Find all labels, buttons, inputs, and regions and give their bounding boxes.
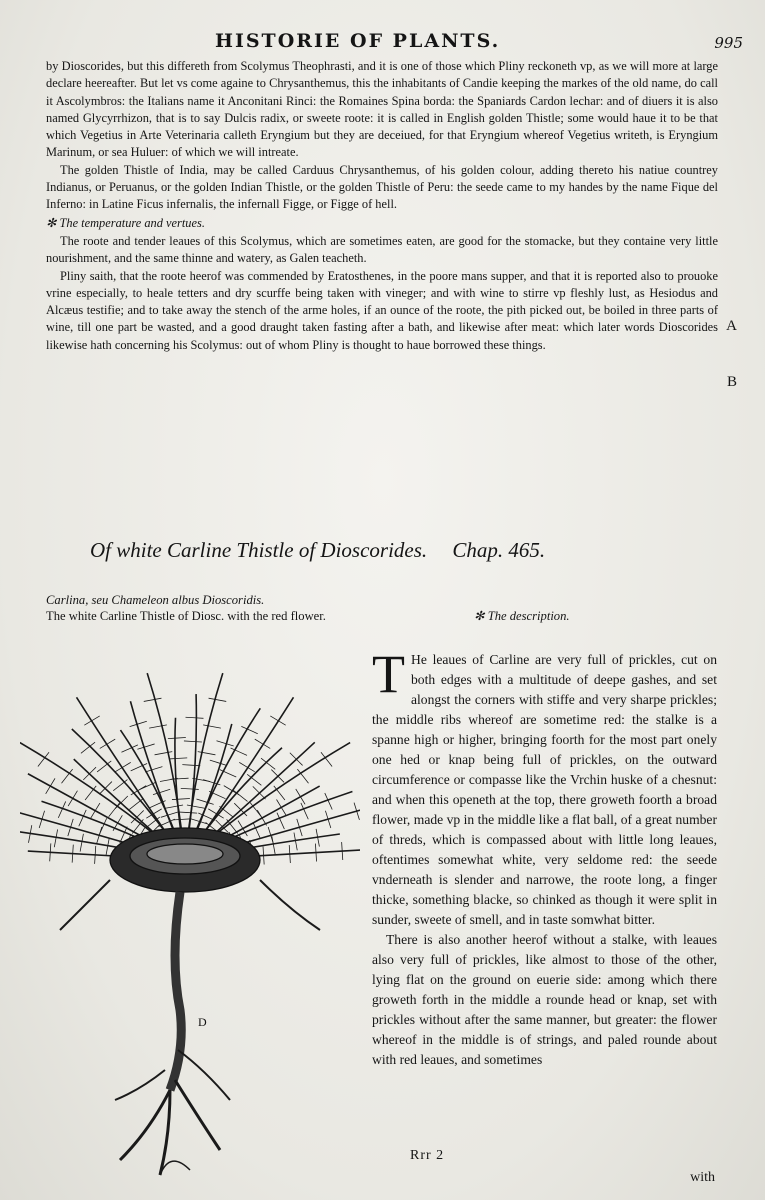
caption-english: The white Carline Thistle of Diosc. with the red flower. xyxy=(46,609,326,623)
chapter-title: Of white Carline Thistle of Dioscorides. xyxy=(90,538,428,562)
running-title: HISTORIE OF PLANTS. xyxy=(215,30,501,52)
paragraph: The golden Thistle of India, may be called Carduus Chrysanthemus, of his golden colour, adding thereto his natiue countrey Indianus, or Peruanus, or the golden Indian Thistle, or the golden Thistle of Peru: the seede came to my handes by the name Fique del Inferno: in Latine Ficus infernalis, the infernall Figge, or Figge of hell. xyxy=(46,162,718,212)
page-number: 995 xyxy=(714,34,743,52)
drop-cap: T xyxy=(372,644,405,704)
paragraph: Pliny saith, that the roote heerof was commended by Eratosthenes, in the poore mans supper, and that it is reported also to prouoke vrine especially, to heale tetters and dry scurffe being taken with vineger; and with wine to stirre vp fleshly lust, as Hesiodus and Alcæus testifie; and to take away the stench of the arme holes, if an ounce of the roote, the pith picked out, be boiled in three parts of wine, till one part be wasted, and a good draught taken fasting after a bath, and likewise after meat: which later words Dioscorides likewise hath concerning his Scolymus: out of whom Pliny is thought to haue borrowed these things. xyxy=(46,268,718,352)
paragraph: There is also another heerof without a stalke, with leaues also very full of prickles, like almost to those of the other, lying flat on the ground on euerie side: among which there groweth forth in the middle a rounde head or knap, set with prickles without after the same manner, but greater: the flower whereof in the middle is of strings, and paled rounde about with red leaues, and sometimes xyxy=(372,932,717,1067)
description-heading: ✻ The description. xyxy=(474,609,570,623)
paragraph xyxy=(372,644,717,930)
upper-text-block xyxy=(46,58,718,354)
figure-label: D xyxy=(198,1015,207,1029)
description-text xyxy=(372,644,717,1070)
caption-latin: Carlina, seu Chameleon albus Dioscoridis. xyxy=(46,593,265,607)
margin-letter-b: B xyxy=(726,374,737,390)
paragraph: by Dioscorides, but this differeth from Scolymus Theophrasti, and it is one of those which Pliny reckoneth vp, as we will more at large declare heereafter. But let vs come againe to Chrysanthemus, this the inhabitants of Candie keeping the markes of the old name, do call it Ascolymbros: the Italians name it Anconitani Rinci: the Romaines Spina borda: the Spaniards Cardon lechar: and of diuers it is also named Glycyrrhizon, that is to say Dulcis radix, or sweete roote: it is called in English golden Thistle; some would haue it to be that which Vegetius in Arte Veterinaria calleth Eryngium but they are deceiued, for that Eryngium whereof Vegetius writeth, is Eryngium Marinum, or sea Huluer: of which we will intreate. xyxy=(46,59,718,160)
margin-letter-a: A xyxy=(726,318,737,334)
paragraph-text: He leaues of Carline are very full of prickles, cut on both edges with a multitude of deepe gashes, and set alongst the corners with stiffe and very sharpe prickles; the middle ribs whereof are sometime red: the stalke is a spanne high or higher, bringing foorth for the most part onely one hed or knap being full of prickles, on the outward circumference or compasse like the Vrchin huske of a chesnut: and when this openeth at the top, there groweth foorth a broad flower, made vp in the middle like a flat ball, of a great number of threds, which is compassed about with little long leaues, oftentimes somewhat white, very seldome red: the seede vnderneath is slender and narrowe, the roote long, a finger thicke, something blacke, so chinked as though it were split in sunder, sweete of smell, and in taste somwhat bitter. xyxy=(372,652,717,927)
running-head xyxy=(0,30,765,52)
carline-thistle-woodcut xyxy=(20,630,360,1180)
figure-caption xyxy=(46,592,326,624)
signature-mark: Rrr 2 xyxy=(410,1148,445,1163)
paragraph: The roote and tender leaues of this Scolymus, which are sometimes eaten, are good for the stomacke, but they containe very little nourishment, and the same thinne and watery, as Galen teacheth. xyxy=(46,233,718,266)
catchword: with xyxy=(690,1170,715,1185)
chapter-number: Chap. 465. xyxy=(452,538,546,562)
temperature-heading: ✻ The temperature and vertues. xyxy=(46,215,205,230)
chapter-heading xyxy=(90,538,730,563)
